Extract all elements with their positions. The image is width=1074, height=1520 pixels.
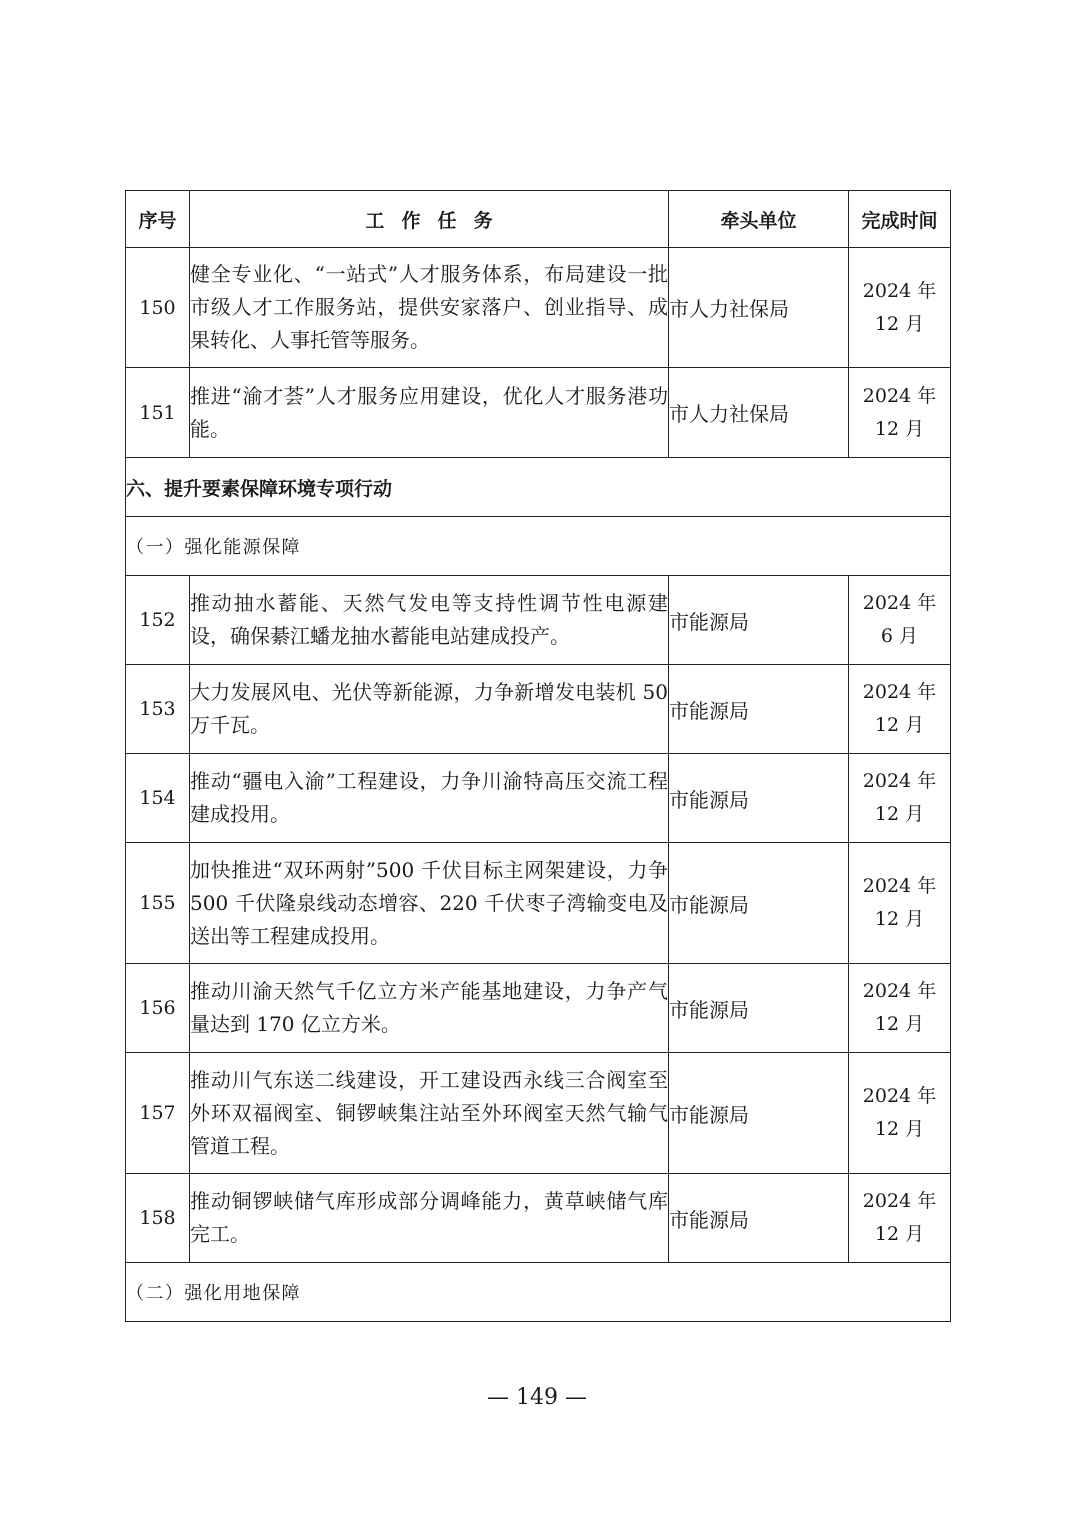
time-year: 2024 年 [862, 875, 937, 897]
row-lead-unit: 市能源局 [669, 754, 849, 843]
table-row [126, 754, 951, 843]
row-task: 推动“疆电入渝”工程建设，力争川渝特高压交流工程建成投用。 [190, 754, 669, 843]
page-number: — 149 — [487, 1385, 587, 1410]
table-row [126, 843, 951, 964]
row-number: 153 [126, 665, 190, 754]
row-lead-unit: 市能源局 [669, 1174, 849, 1263]
section-title: 六、提升要素保障环境专项行动 [126, 458, 951, 517]
task-table [125, 190, 951, 1322]
subsection-title: （一）强化能源保障 [126, 517, 951, 576]
row-task: 健全专业化、“一站式”人才服务体系，布局建设一批市级人才工作服务站，提供安家落户、创业指导、成果转化、人事托管等服务。 [190, 248, 669, 368]
row-task: 推动川渝天然气千亿立方米产能基地建设，力争产气量达到 170 亿立方米。 [190, 964, 669, 1053]
table-row [126, 1053, 951, 1174]
row-lead-unit: 市人力社保局 [669, 248, 849, 368]
row-number: 158 [126, 1174, 190, 1263]
time-month: 12 月 [874, 908, 925, 930]
time-year: 2024 年 [862, 681, 937, 703]
time-month: 12 月 [874, 1118, 925, 1140]
row-task: 推动川气东送二线建设，开工建设西永线三合阀室至外环双福阀室、铜锣峡集注站至外环阀室天然气输气管道工程。 [190, 1053, 669, 1174]
table-row [126, 1174, 951, 1263]
row-lead-unit: 市能源局 [669, 1053, 849, 1174]
row-lead-unit: 市能源局 [669, 964, 849, 1053]
row-lead-unit: 市能源局 [669, 665, 849, 754]
table-row [126, 576, 951, 665]
row-completion-time [849, 1053, 951, 1174]
row-number: 156 [126, 964, 190, 1053]
row-lead-unit: 市人力社保局 [669, 368, 849, 458]
row-number: 151 [126, 368, 190, 458]
row-task: 推动铜锣峡储气库形成部分调峰能力，黄草峡储气库完工。 [190, 1174, 669, 1263]
row-task: 大力发展风电、光伏等新能源，力争新增发电装机 50 万千瓦。 [190, 665, 669, 754]
table-row [126, 248, 951, 368]
table-header-row [126, 191, 951, 248]
time-month: 6 月 [880, 625, 919, 647]
time-year: 2024 年 [862, 592, 937, 614]
row-completion-time [849, 1174, 951, 1263]
row-task: 推动抽水蓄能、天然气发电等支持性调节性电源建设，确保綦江蟠龙抽水蓄能电站建成投产。 [190, 576, 669, 665]
row-number: 155 [126, 843, 190, 964]
time-year: 2024 年 [862, 384, 937, 407]
table-row [126, 964, 951, 1053]
subsection-row [126, 1263, 951, 1322]
time-year: 2024 年 [862, 770, 937, 792]
time-month: 12 月 [874, 417, 925, 440]
row-completion-time [849, 248, 951, 368]
row-completion-time [849, 964, 951, 1053]
row-completion-time [849, 665, 951, 754]
time-month: 12 月 [874, 803, 925, 825]
header-lead-unit: 牵头单位 [669, 191, 849, 248]
row-completion-time [849, 843, 951, 964]
table-row [126, 368, 951, 458]
time-year: 2024 年 [862, 1085, 937, 1107]
table-row [126, 665, 951, 754]
time-month: 12 月 [874, 714, 925, 736]
row-number: 150 [126, 248, 190, 368]
row-completion-time [849, 754, 951, 843]
row-lead-unit: 市能源局 [669, 843, 849, 964]
time-month: 12 月 [874, 312, 925, 335]
row-completion-time [849, 368, 951, 458]
header-task: 工作任务 [190, 191, 669, 248]
time-year: 2024 年 [862, 1190, 937, 1212]
row-number: 157 [126, 1053, 190, 1174]
time-year: 2024 年 [862, 980, 937, 1002]
row-completion-time [849, 576, 951, 665]
row-number: 152 [126, 576, 190, 665]
subsection-row [126, 517, 951, 576]
header-number: 序号 [126, 191, 190, 248]
time-month: 12 月 [874, 1223, 925, 1245]
row-task: 推进“渝才荟”人才服务应用建设，优化人才服务港功能。 [190, 368, 669, 458]
row-lead-unit: 市能源局 [669, 576, 849, 665]
time-year: 2024 年 [862, 279, 937, 302]
subsection-title: （二）强化用地保障 [126, 1263, 951, 1322]
row-task: 加快推进“双环两射”500 千伏目标主网架建设，力争 500 千伏隆泉线动态增容、220 千伏枣子湾输变电及送出等工程建成投用。 [190, 843, 669, 964]
time-month: 12 月 [874, 1013, 925, 1035]
row-number: 154 [126, 754, 190, 843]
section-row [126, 458, 951, 517]
header-completion-time: 完成时间 [849, 191, 951, 248]
